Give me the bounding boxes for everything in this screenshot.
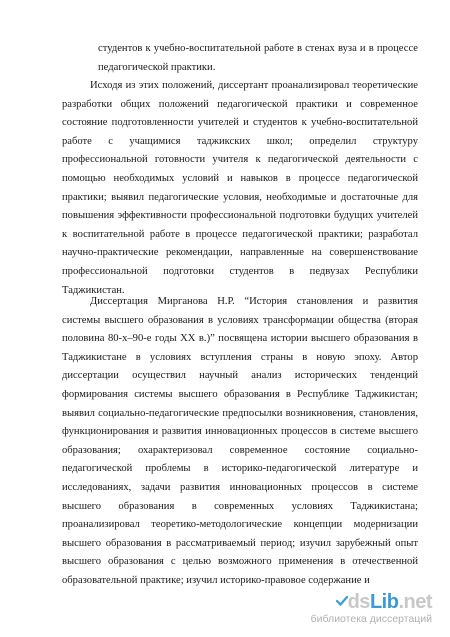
text-line: проанализировал теоретико-методологические концепции модернизации — [62, 519, 418, 531]
text-line: Диссертация Мирганова Н.Р. “История становления и развития — [90, 296, 418, 307]
logo-part-lib: Lib — [369, 591, 399, 613]
text-line: помощью необходимых условий и навыков в процессе педагогической — [62, 172, 418, 184]
text-line: формирования системы высшего образования в Республике Таджикистан; — [62, 388, 418, 400]
dslib-watermark[interactable] — [282, 591, 432, 631]
text-line: разработки общих положений педагогической практики и современное — [62, 98, 418, 110]
text-line: научно-практические рекомендации, направленные на совершенствование — [62, 247, 418, 259]
text-line: системы высшего образования в условиях трансформации общества (вторая — [62, 314, 418, 326]
watermark-subtitle: библиотека диссертаций — [310, 613, 432, 625]
text-line: высшего образования в рассматриваемый период; изучил зарубежный опыт — [62, 537, 418, 549]
text-line: высшего образования в современных условиях Таджикистана; — [62, 500, 418, 512]
checkmark-icon — [336, 595, 348, 607]
logo-part-net: .net — [398, 591, 432, 613]
text-line: Таджикистане в условиях вступления страны в новую эпоху. Автор — [62, 351, 418, 363]
text-line: к воспитательной работе в процессе педагогической практики; разработал — [62, 228, 418, 240]
text-line: Таджикистан. — [62, 284, 125, 296]
text-line: педагогической проблемы в историко-педагогической литературе и — [62, 463, 418, 475]
text-line: состояние подготовленности учителей и студентов к учебно-воспитательной — [62, 117, 418, 129]
text-line: студентов к учебно-воспитательной работе в стенах вуза и в процессе — [98, 43, 418, 54]
text-line: повышения эффективности профессиональной подготовки будущих учителей — [62, 210, 418, 222]
text-line: выявил социально-педагогические предпосылки возникновения, становления, — [62, 407, 418, 419]
text-line: образовательной практике; изучил историко-правовое содержание и — [62, 574, 370, 586]
text-line: исследованиях, задачи развития инновационных процессов в системе — [62, 481, 418, 493]
text-line: профессиональной подготовки студентов в педвузах Республики — [62, 265, 418, 277]
paragraph-dissertation — [62, 293, 418, 591]
text-line: профессиональной готовности учителя к педагогической деятельности с — [62, 154, 418, 166]
text-line: Исходя из этих положений, диссертант проанализировал теоретические — [90, 80, 418, 91]
paragraph-analysis — [62, 77, 418, 300]
text-line: функционирования и развития инновационных процессов в системе высшего — [62, 426, 418, 438]
text-line: диссертации осуществил научный анализ исторических тенденций — [62, 370, 418, 382]
text-line: высшего образования с целью возможного применения в отечественной — [62, 556, 418, 568]
text-line: образования; охарактеризовал современное состояние социально- — [62, 444, 418, 456]
text-line: половина 80-х–90-е годы ХХ в.)” посвящена истории высшего образования в — [62, 333, 418, 345]
text-line: педагогической практики. — [98, 61, 216, 73]
paragraph-continuation — [98, 40, 418, 77]
logo-part-ds: ds — [347, 591, 370, 613]
watermark-logo — [348, 591, 432, 613]
text-line: работе с учащимися таджикских школ; определил структуру — [62, 135, 418, 147]
text-line: практики; выявил педагогические условия, необходимые и достаточные для — [62, 191, 418, 203]
